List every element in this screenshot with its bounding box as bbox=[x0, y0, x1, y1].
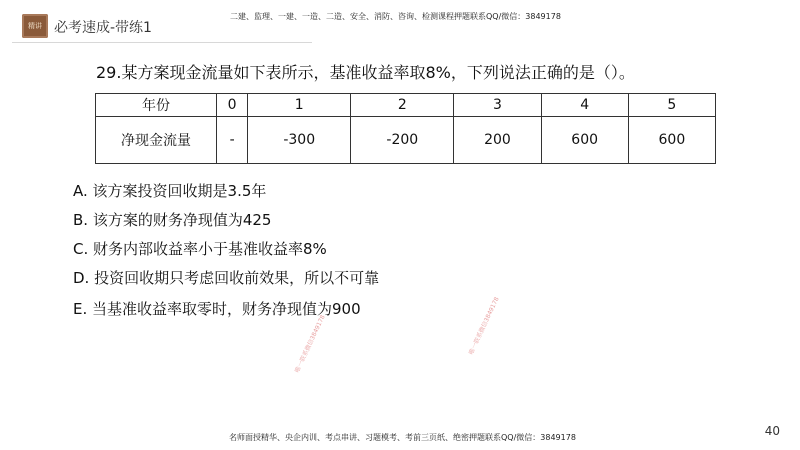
watermark: 唯一联系微信3849178 bbox=[293, 313, 327, 374]
table-cell-cash-flow: 600 bbox=[541, 117, 628, 164]
top-contact-note: 二建、监理、一建、一造、二造、安全、消防、咨询、检测课程押题联系QQ/微信：3849178 bbox=[230, 12, 561, 21]
option-c: C. 财务内部收益率小于基准收益率8% bbox=[73, 240, 327, 258]
footer-contact-note: 名师面授精华、央企内训、考点串讲、习题模考、考前三页纸、绝密押题联系QQ/微信：3849178 bbox=[229, 433, 576, 442]
table-cell-year: 4 bbox=[541, 94, 628, 117]
question-text: 29.某方案现金流量如下表所示，基准收益率取8%，下列说法正确的是（）。 bbox=[96, 63, 635, 82]
watermark: 唯一联系微信3849178 bbox=[467, 295, 501, 356]
header-divider bbox=[12, 42, 312, 43]
table-cell-cash-flow: 600 bbox=[628, 117, 715, 164]
table-header-cash-flow: 净现金流量 bbox=[96, 117, 217, 164]
table-cell-year: 2 bbox=[351, 94, 454, 117]
cash-flow-table bbox=[95, 93, 716, 164]
table-cell-cash-flow: -200 bbox=[351, 117, 454, 164]
slide-header bbox=[0, 0, 800, 44]
series-title: 必考速成-带练1 bbox=[54, 20, 152, 36]
page-number: 40 bbox=[764, 424, 780, 438]
brand-logo bbox=[22, 14, 48, 38]
table-cell-year: 0 bbox=[217, 94, 248, 117]
table-header-year: 年份 bbox=[96, 94, 217, 117]
table-cell-year: 5 bbox=[628, 94, 715, 117]
option-a: A. 该方案投资回收期是3.5年 bbox=[73, 182, 267, 200]
table-cell-cash-flow: -300 bbox=[248, 117, 351, 164]
brand-logo-text: 精讲 bbox=[28, 21, 42, 30]
table-cell-year: 3 bbox=[454, 94, 541, 117]
table-cell-cash-flow: - bbox=[217, 117, 248, 164]
table-cell-cash-flow: 200 bbox=[454, 117, 541, 164]
option-d: D. 投资回收期只考虑回收前效果，所以不可靠 bbox=[73, 269, 380, 287]
table-row-cash-flow bbox=[96, 117, 716, 164]
option-b: B. 该方案的财务净现值为425 bbox=[73, 211, 272, 229]
table-row-years bbox=[96, 94, 716, 117]
option-e: E. 当基准收益率取零时，财务净现值为900 bbox=[73, 300, 361, 318]
table-cell-year: 1 bbox=[248, 94, 351, 117]
